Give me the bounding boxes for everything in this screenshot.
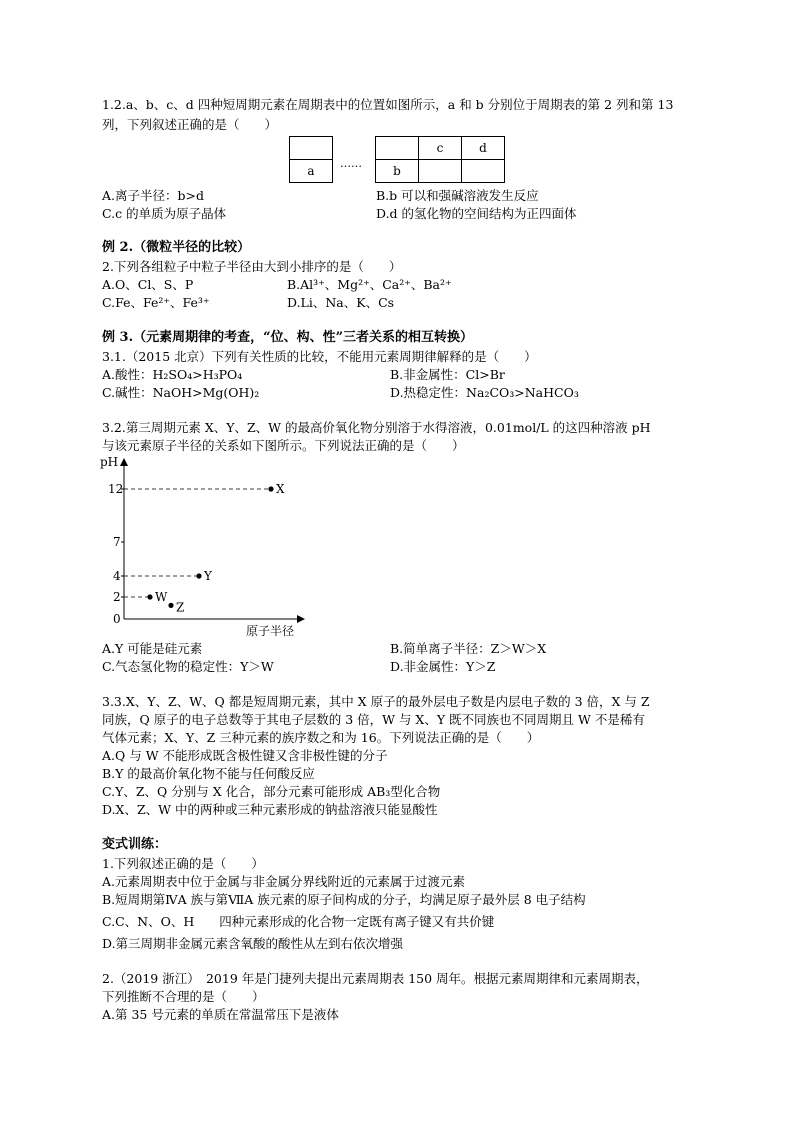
point-label-w: W xyxy=(155,590,168,604)
ex3-q2-option-c: C.气态氢化物的稳定性：Y＞W xyxy=(102,659,274,674)
ex3-q1-option-d: D.热稳定性：Na₂CO₃>NaHCO₃ xyxy=(390,385,579,400)
q1-option-a: A.离子半径：b>d xyxy=(102,188,204,203)
q1-stem-line1: 1.2.a、b、c、d 四种短周期元素在周期表中的位置如图所示，a 和 b 分别位于周期表的第 2 列和第 13 xyxy=(102,97,674,112)
q1-option-d: D.d 的氢化物的空间结构为正四面体 xyxy=(376,206,577,221)
ex3-q1-stem: 3.1.（2015 北京）下列有关性质的比较，不能用元素周期律解释的是（ ） xyxy=(102,349,537,364)
point-z xyxy=(168,603,173,608)
grid-cell-a: a xyxy=(290,160,333,183)
y-tick-label: 12 xyxy=(108,482,124,496)
ex2-option-b: B.Al³⁺、Mg²⁺、Ca²⁺、Ba²⁺ xyxy=(287,277,452,292)
ex3-q2-option-a: A.Y 可能是硅元素 xyxy=(102,641,203,656)
y-tick-label: 0 xyxy=(113,612,121,626)
y-tick-label: 4 xyxy=(113,569,121,583)
ex3-q1-option-c: C.碱性：NaOH>Mg(OH)₂ xyxy=(102,385,260,400)
ex2-stem: 2.下列各组粒子中粒子半径由大到小排序的是（ ） xyxy=(102,259,402,274)
ex3-q2-option-d: D.非金属性：Y＞Z xyxy=(390,659,496,674)
grid-ellipsis: …… xyxy=(340,157,362,170)
q1-stem-line2: 列，下列叙述正确的是（ ） xyxy=(102,117,278,132)
practice-q1-option-b: B.短周期第ⅣA 族与第ⅦA 族元素的原子间构成的分子，均满足原子最外层 8 电子结构 xyxy=(102,892,586,907)
ex2-option-c: C.Fe、Fe²⁺、Fe³⁺ xyxy=(102,295,210,310)
point-label-z: Z xyxy=(176,600,185,615)
grid-cell-d: d xyxy=(462,137,505,160)
grid-cell-c: c xyxy=(419,137,462,160)
ex3-q3-option-b: B.Y 的最高价氧化物不能与任何酸反应 xyxy=(102,766,315,781)
ph-radius-chart xyxy=(98,452,318,642)
x-axis-label: 原子半径 xyxy=(246,624,295,638)
periodic-grid-left-wide xyxy=(289,136,332,160)
ex3-q1-option-a: A.酸性：H₂SO₄>H₃PO₄ xyxy=(102,367,243,382)
ex3-q3-option-a: A.Q 与 W 不能形成既含极性键又含非极性键的分子 xyxy=(102,748,388,763)
grid-cell-empty xyxy=(462,160,505,183)
ex3-q3-option-d: D.X、Z、W 中的两种或三种元素形成的钠盐溶液只能显酸性 xyxy=(102,802,438,817)
y-tick-label: 7 xyxy=(113,535,121,549)
grid-cell-empty xyxy=(376,137,419,160)
grid-cell-empty xyxy=(290,137,333,160)
ex3-q2-option-b: B.简单离子半径：Z＞W＞X xyxy=(390,641,547,656)
ex3-q2-stem-line1: 3.2.第三周期元素 X、Y、Z、W 的最高价氧化物分别溶于水得溶液，0.01mol/L 的这四种溶液 pH xyxy=(102,420,651,435)
ex2-option-d: D.Li、Na、K、Cs xyxy=(287,295,395,310)
example3-title: 例 3.（元素周期律的考查，“位、构、性”三者关系的相互转换） xyxy=(102,330,474,345)
q1-option-b: B.b 可以和强碱溶液发生反应 xyxy=(376,188,539,203)
practice-q2-stem-line2: 下列推断不合理的是（ ） xyxy=(102,989,265,1004)
q1-option-c: C.c 的单质为原子晶体 xyxy=(102,206,227,221)
example2-title: 例 2.（微粒半径的比较） xyxy=(102,240,251,255)
practice-title: 变式训练： xyxy=(102,837,168,852)
ex3-q3-option-c: C.Y、Z、Q 分别与 X 化合，部分元素可能形成 AB₃型化合物 xyxy=(102,784,441,799)
practice-q1-option-a: A.元素周期表中位于金属与非金属分界线附近的元素属于过渡元素 xyxy=(102,874,466,889)
ex3-q3-stem-line3: 气体元素；X、Y、Z 三种元素的族序数之和为 16。下列说法正确的是（ ） xyxy=(102,730,540,745)
point-w xyxy=(147,594,152,599)
practice-q1-option-d: D.第三周期非金属元素含氧酸的酸性从左到右依次增强 xyxy=(102,936,404,951)
practice-q1-stem: 1.下列叙述正确的是（ ） xyxy=(102,856,264,871)
grid-cell-b: b xyxy=(376,160,419,183)
y-axis-label: pH xyxy=(100,455,119,469)
ex3-q3-stem-line2: 同族，Q 原子的电子总数等于其电子层数的 3 倍，W 与 X、Y 既不同族也不同周期且 W 不是稀有 xyxy=(102,712,645,727)
y-tick-label: 2 xyxy=(113,590,121,604)
grid-cell-empty xyxy=(419,160,462,183)
point-label-y: Y xyxy=(204,569,212,583)
practice-q2-stem-line1: 2.（2019 浙江） 2019 年是门捷列夫提出元素周期表 150 周年。根据元素周期律和元素周期表， xyxy=(102,971,649,986)
ex3-q1-option-b: B.非金属性：Cl>Br xyxy=(390,367,505,382)
ex3-q2-stem-line2: 与该元素原子半径的关系如下图所示。下列说法正确的是（ ） xyxy=(102,438,465,453)
practice-q1-option-c: C.C、N、O、H 四种元素形成的化合物一定既有离子键又有共价键 xyxy=(102,914,495,929)
ex2-option-a: A.O、Cl、S、P xyxy=(102,277,194,292)
ex3-q3-stem-line1: 3.3.X、Y、Z、W、Q 都是短周期元素，其中 X 原子的最外层电子数是内层电子数的 3 倍，X 与 Z xyxy=(102,694,650,709)
point-label-x: X xyxy=(276,482,285,496)
point-x xyxy=(268,486,273,491)
point-y xyxy=(196,573,201,578)
periodic-grid-right xyxy=(375,136,505,183)
practice-q2-option-a: A.第 35 号元素的单质在常温常压下是液体 xyxy=(102,1007,339,1022)
